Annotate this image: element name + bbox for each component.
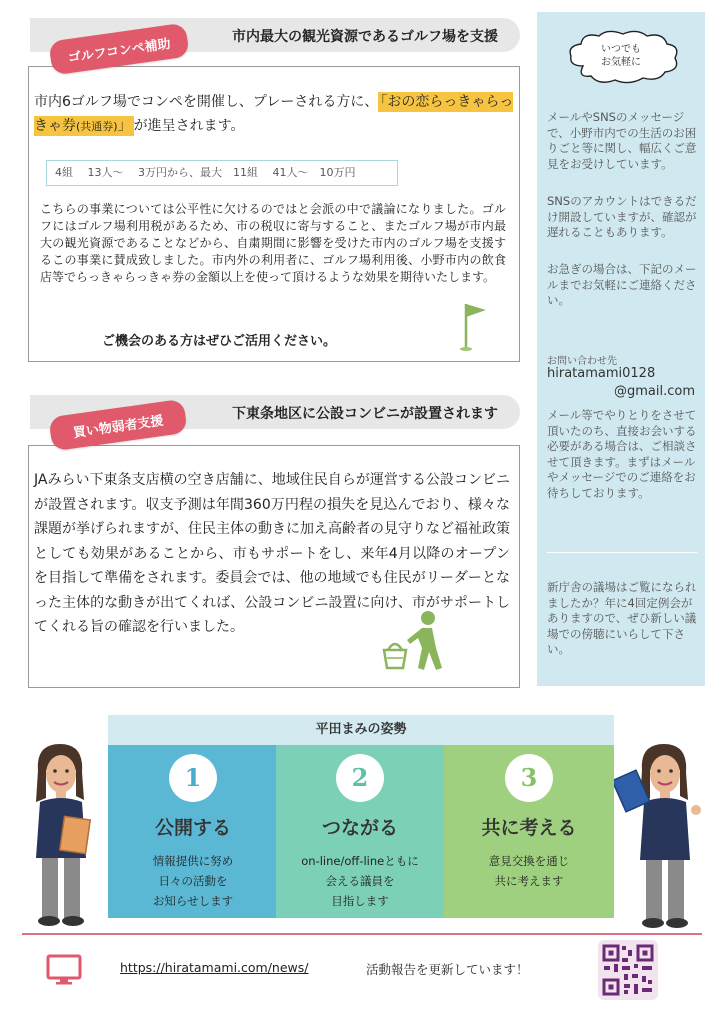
- golf-highlight: 「おの恋らっきゃらっきゃ券(共通券)」: [34, 94, 514, 134]
- avatar-left: [22, 740, 100, 928]
- sidebar-paragraph-4: メール等でやりとりをさせて頂いたのち、直接お会いする必要がある場合は、ご相談させて頂きます。まずはメールやメッセージでのご連絡をお待ちしております。: [547, 408, 697, 500]
- policy-desc-2: on-line/off-lineともに 会える議員を 目指します: [301, 854, 419, 908]
- shopping-section-tag: 買い物弱者支援: [48, 399, 187, 452]
- policy-column-1: [108, 745, 278, 918]
- policy-title-1: 公開する: [154, 817, 231, 839]
- golf-flag-icon: [456, 298, 492, 354]
- monitor-icon: [46, 954, 82, 986]
- policy-number-3: 3: [505, 754, 553, 802]
- golf-intro-before: 市内6ゴルフ場でコンペを開催し、プレーされる方に、: [34, 94, 379, 110]
- policy-header: 平田まみの姿勢: [108, 715, 614, 745]
- policy-number-2: 2: [336, 754, 384, 802]
- golf-section-title: 市内最大の観光資源であるゴルフ場を支援: [232, 29, 498, 45]
- policy-title-3: 共に考える: [481, 817, 577, 839]
- news-update-text: 活動報告を更新しています！: [366, 962, 529, 977]
- avatar-right: [614, 740, 704, 930]
- policy-desc-1: 情報提供に努め 日々の活動を お知らせします: [152, 854, 234, 908]
- policy-title-2: つながる: [321, 817, 398, 839]
- footer-divider: [22, 933, 702, 935]
- sidebar-paragraph-2: SNSのアカウントはできるだけ開設していますが、確認が遅れることもあります。: [547, 194, 697, 239]
- shopping-body-text: JAみらい下東条支店横の空き店舗に、地域住民自らが運営する公設コンビニが設置されます。収支予測は年間360万円程の損失を見込んでおり、様々な課題が挙げられますが、住民主体の動きに加え高齢者の見守りなど福祉政策としても効果があることから、市もサポートをし、来年4月以降のオープンを目指して準備をされます。委員会では、他の地域でも住民がリーダーとなった主体的な動きが出てくれば、公設コンビニ設置に向け、市がサポートしてくれる旨の確認を行いました。: [34, 472, 510, 635]
- golf-section-tag: ゴルフコンペ補助: [48, 23, 189, 76]
- policy-desc-3: 意見交換を通じ 共に考えます: [488, 854, 570, 888]
- golf-body-text: こちらの事業については公平性に欠けるのではと会派の中で議論になりました。ゴルフにはゴルフ場利用税があるため、市の税収に寄与すること、またゴルフ場が市内最大の観光資源であることなどから、自粛期間に影響を受けた市内のゴルフ場を支援するこの事業に賛成致しました。市内外の利用者に、ゴルフ場利用後、小野市内の飲食店等でらっきゃらっきゃ券の金額以上を使って頂けるような効果を期待いたします。: [40, 202, 506, 284]
- news-link[interactable]: https://hiratamami.com/news/: [120, 960, 309, 975]
- sidebar-paragraph-1: メールやSNSのメッセージで、小野市内での生活のお困りごと等に関し、幅広くご意見をお受けしています。: [547, 110, 697, 171]
- sidebar-paragraph-5: 新庁舎の議場はご覧になられましたか？年に4回定例会がありますので、ぜひ新しい議場での傍聴にいらして下さい。: [547, 580, 697, 656]
- sidebar-paragraph-3: お急ぎの場合は、下記のメールまでお気軽にご連絡ください。: [547, 262, 697, 307]
- policy-column-2: [276, 745, 444, 918]
- golf-closing-text: ご機会のある方はぜひご活用ください。: [102, 334, 337, 349]
- shopping-section-title: 下東条地区に公設コンビニが設置されます: [232, 406, 498, 422]
- contact-email-user: hiratamami0128: [547, 366, 656, 381]
- shopping-person-icon: [378, 608, 448, 674]
- policy-column-3: [444, 745, 614, 918]
- policy-number-1: 1: [169, 754, 217, 802]
- golf-intro-text: [34, 90, 514, 139]
- qr-code-icon[interactable]: [598, 940, 658, 1000]
- contact-label: お問い合わせ先: [547, 356, 617, 367]
- sidebar: [537, 12, 705, 686]
- sidebar-divider: [547, 552, 697, 553]
- golf-intro-after: が進呈されます。: [133, 118, 245, 134]
- cloud-text: いつでも お気軽に: [601, 44, 641, 68]
- golf-condition-table: 4組 13人～ 3万円から、最大 11組 41人～ 10万円: [46, 160, 398, 186]
- contact-email-domain: @gmail.com: [613, 384, 695, 399]
